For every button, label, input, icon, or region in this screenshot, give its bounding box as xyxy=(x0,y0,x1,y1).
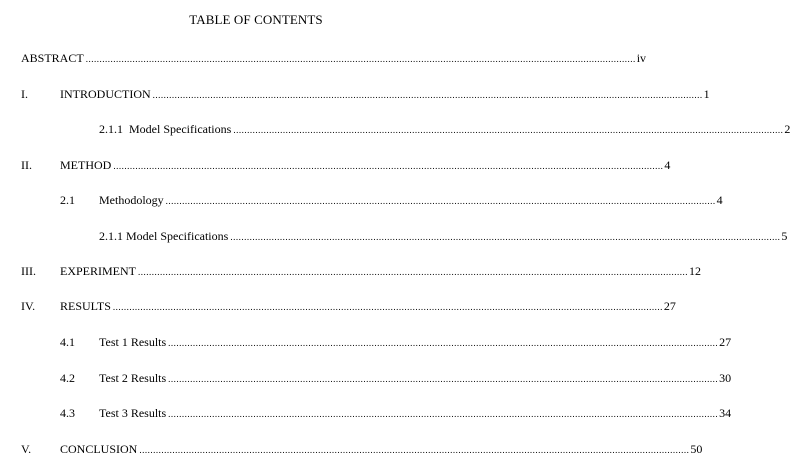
toc-entry-label: Methodology xyxy=(99,193,164,207)
toc-entry-test-3-results xyxy=(0,404,732,422)
toc-entry-label: Test 3 Results xyxy=(99,406,167,420)
toc-leader-dots: ........................................................................................................................................................................................................ xyxy=(168,409,719,419)
toc-entry-abstract xyxy=(0,49,647,67)
toc-entry-test-2-results xyxy=(0,369,732,387)
toc-entry-label: INTRODUCTION xyxy=(60,87,151,101)
toc-entry-conclusion xyxy=(0,440,703,458)
toc-entry-page: 34 xyxy=(719,406,732,420)
toc-entry-page: 50 xyxy=(690,442,703,456)
toc-entry-page: 30 xyxy=(719,371,732,385)
toc-entry-number: 4.1 xyxy=(60,335,75,349)
toc-entry-number: V. xyxy=(21,442,32,456)
toc-leader-dots: ........................................................................................................................................................................................................ xyxy=(112,302,663,312)
toc-entry-methodology xyxy=(0,191,723,209)
toc-entry-page: iv xyxy=(636,51,647,65)
toc-entry-label: RESULTS xyxy=(60,299,111,313)
toc-entry-number: IV. xyxy=(21,299,36,313)
toc-leader-dots: ........................................................................................................................................................................................................ xyxy=(165,196,716,206)
toc-entry-page: 1 xyxy=(703,87,710,101)
toc-entry-page: 27 xyxy=(719,335,732,349)
toc-entry-number: III. xyxy=(21,264,36,278)
toc-leader-dots: ........................................................................................................................................................................................................ xyxy=(85,54,636,64)
page-title: TABLE OF CONTENTS xyxy=(189,12,323,27)
toc-leader-dots: ........................................................................................................................................................................................................ xyxy=(230,232,781,242)
toc-entry-number: II. xyxy=(21,158,32,172)
toc-entry-label: Test 1 Results xyxy=(99,335,167,349)
toc-entry-experiment xyxy=(0,262,701,280)
toc-entry-page: 2 xyxy=(784,122,790,136)
toc-entry-model-specifications xyxy=(0,227,788,245)
toc-entry-label: CONCLUSION xyxy=(60,442,138,456)
toc-entry-label: EXPERIMENT xyxy=(60,264,136,278)
toc-leader-dots: ........................................................................................................................................................................................................ xyxy=(233,125,784,135)
toc-entry-label: Test 2 Results xyxy=(99,371,167,385)
toc-leader-dots: ........................................................................................................................................................................................................ xyxy=(152,90,703,100)
toc-entry-method xyxy=(0,156,671,174)
toc-entry-test-1-results xyxy=(0,333,732,351)
toc-entry-label: 2.1.1 Model Specifications xyxy=(99,229,229,243)
toc-entry-number: 4.2 xyxy=(60,371,75,385)
toc-leader-dots: ........................................................................................................................................................................................................ xyxy=(113,161,664,171)
toc-entry-label: METHOD xyxy=(60,158,112,172)
toc-entry-number: 4.3 xyxy=(60,406,75,420)
toc-entry-label: ABSTRACT xyxy=(21,51,84,65)
toc-entry-page: 4 xyxy=(664,158,671,172)
toc-entry-page: 27 xyxy=(663,299,676,313)
toc-entry-page: 4 xyxy=(716,193,723,207)
toc-entry-page: 12 xyxy=(689,264,701,278)
toc-leader-dots: ........................................................................................................................................................................................................ xyxy=(139,445,690,455)
toc-entry-introduction xyxy=(0,85,710,103)
toc-entry-results xyxy=(0,297,676,315)
toc-leader-dots: ........................................................................................................................................................................................................ xyxy=(138,267,688,277)
toc-entry-number: I. xyxy=(21,87,28,101)
toc-entry-model-specifications xyxy=(0,120,790,138)
toc-leader-dots: ........................................................................................................................................................................................................ xyxy=(168,374,719,384)
toc-entry-number: 2.1 xyxy=(60,193,75,207)
toc-entry-page: 5 xyxy=(781,229,788,243)
toc-entry-label: 2.1.1 Model Specifications xyxy=(99,122,232,136)
toc-leader-dots: ........................................................................................................................................................................................................ xyxy=(168,338,719,348)
